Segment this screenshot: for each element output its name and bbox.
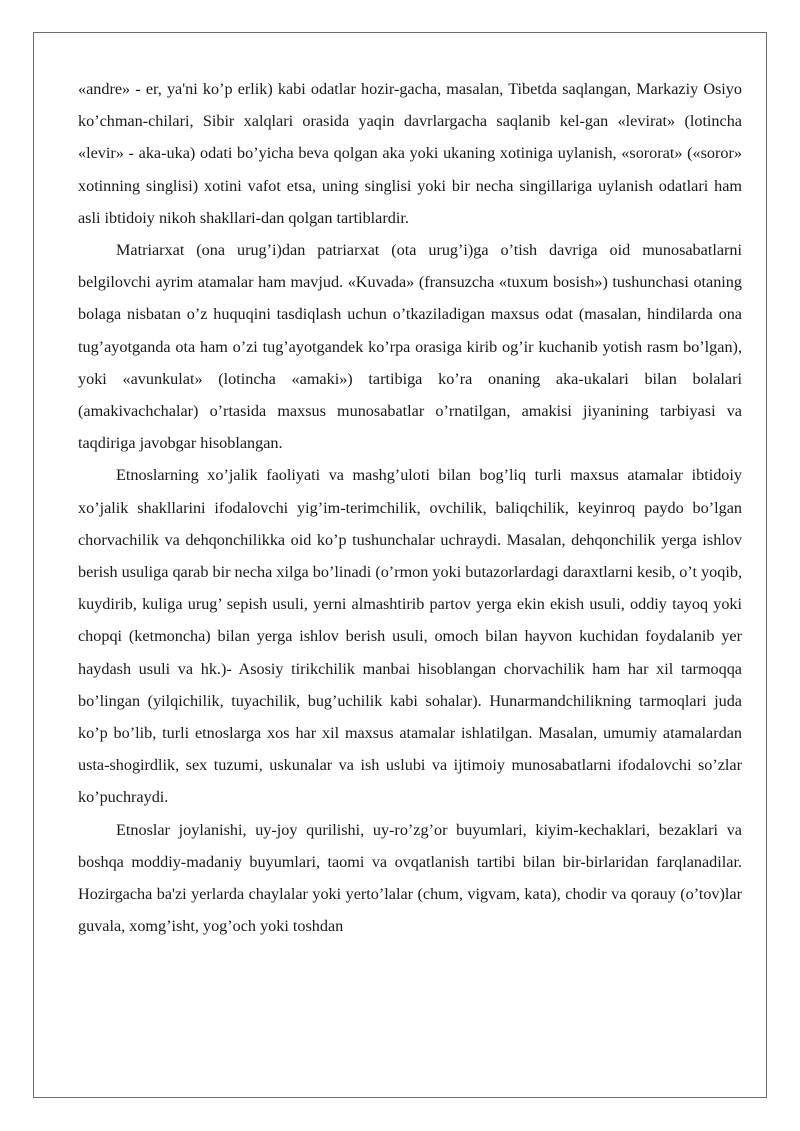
paragraph: «andre» - er, ya'ni ko’p erlik) kabi odatlar hozir-gacha, masalan, Tibetda saqlangan, Markaziy Osiyo ko’chman-chilari, Sibir xalqlari orasida yaqin davrlargacha saqlanib kel-gan «levirat» (lotincha «levir» - aka-uka) odati bo’yicha beva qolgan aka yoki ukaning xotiniga uylanish, «sororat» («soror» xotinning singlisi) xotini vafot etsa, uning singlisi yoki bir necha singillariga uylanish odatlari ham asli ibtidoiy nikoh shakllari-dan qolgan tartiblardir.	[78, 80, 742, 227]
document-body	[78, 73, 742, 942]
paragraph: Etnoslarning xo’jalik faoliyati va mashg’uloti bilan bog’liq turli maxsus atamalar ibtidoiy xo’jalik shakllarini ifodalovchi yig’im-terimchilik, ovchilik, baliqchilik, keyinroq paydo bo’lgan chorvachilik va dehqonchilikka oid ko’p tushunchalar uchraydi. Masalan, dehqonchilik yerga ishlov berish usuliga qarab bir necha xilga bo’linadi (o’rmon yoki butazorlardagi daraxtlarni kesib, o’t yoqib, kuydirib, kuliga urug’ sepish usuli, yerni almashtirib partov yerga ekin ekish usuli, oddiy tayoq yoki chopqi (ketmoncha) bilan yerga ishlov berish usuli, omoch bilan hayvon kuchidan foydalanib yer haydash usuli va hk.)- Asosiy tirikchilik manbai hisoblangan chorvachilik ham har xil tarmoqqa bo’lingan (yilqichilik, tuyachilik, bug’uchilik kabi sohalar). Hunarmandchilikning tarmoqlari juda ko’p bo’lib, turli etnoslarga xos har xil maxsus atamalar ishlatilgan. Masalan, umumiy atamalardan usta-shogirdlik, sex tuzumi, uskunalar va ish uslubi va ijtimoiy munosabatlarni ifodalovchi so’zlar ko’puchraydi.	[78, 466, 742, 807]
paragraph: Etnoslar joylanishi, uy-joy qurilishi, uy-ro’zg’or buyumlari, kiyim-kechaklari, bezaklari va boshqa moddiy-madaniy buyumlari, taomi va ovqatlanish tartibi bilan bir-birlaridan farqlanadilar. Hozirgacha ba'zi yerlarda chaylalar yoki yerto’lalar (chum, vigvam, kata), chodir va qorauy (o’tov)lar guvala, xomg’isht, yog’och yoki toshdan	[78, 820, 742, 936]
paragraph: Matriarxat (ona urug’i)dan patriarxat (ota urug’i)ga o’tish davriga oid munosabatlarni belgilovchi ayrim atamalar ham mavjud. «Kuvada» (fransuzcha «tuxum bosish») tushunchasi otaning bolaga nisbatan o’z huquqini tasdiqlash uchun o’tkaziladigan maxsus odat (masalan, hindilarda ona tug’ayotganda ota ham o’zi tug’ayotgandek ko’rpa orasiga kirib og’ir kuchanib yotish rasm bo’lgan), yoki «avunkulat» (lotincha «amaki») tartibiga ko’ra onaning aka-ukalari bilan bolalari (amakivachchalar) o’rtasida maxsus munosabatlar o’rnatilgan, amakisi jiyanining tarbiyasi va taqdiriga javobgar hisoblangan.	[78, 241, 742, 453]
